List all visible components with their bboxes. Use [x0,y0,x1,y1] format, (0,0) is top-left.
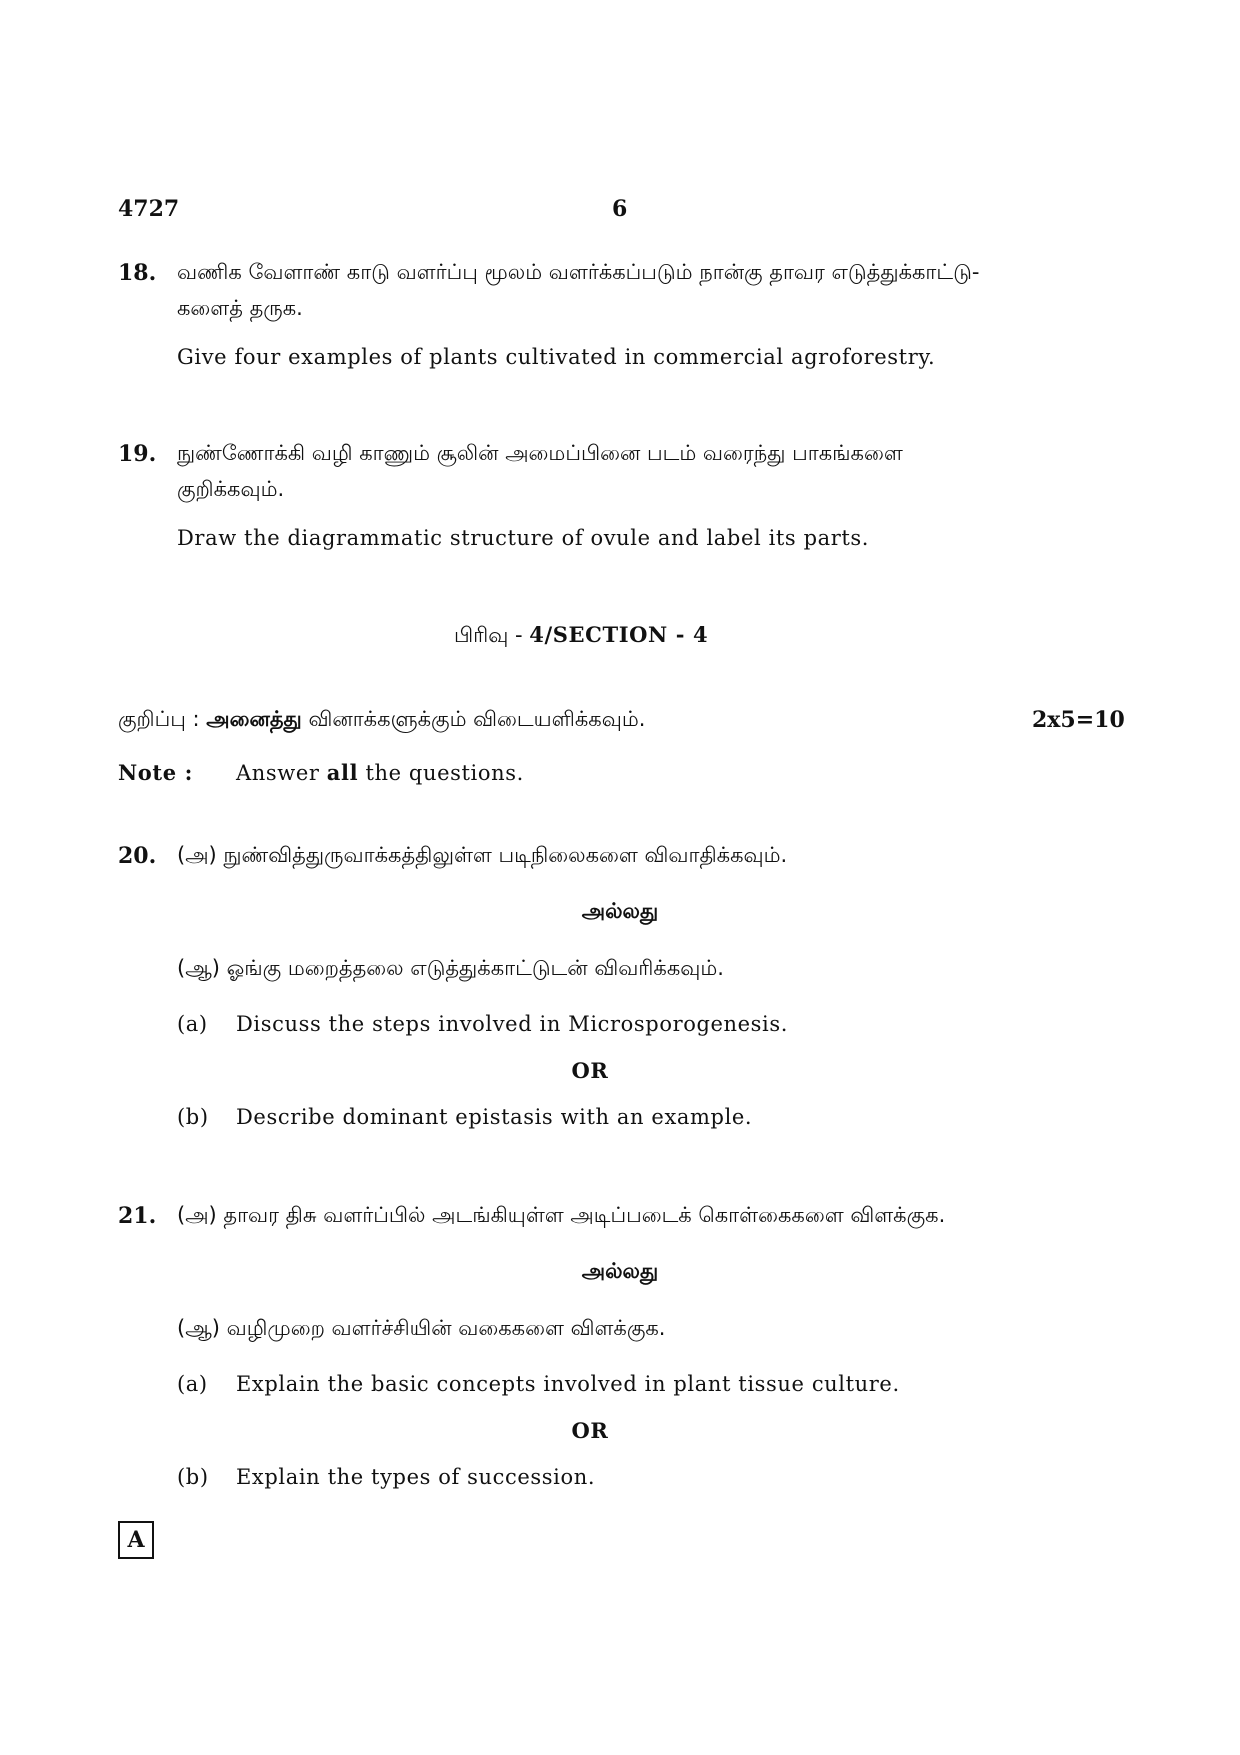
question-21-number: 21. [118,1203,157,1229]
question-20-tamil-b: (ஆ) ஓங்கு மறைத்தலை எடுத்துக்காட்டுடன் விவரிக்கவும். [177,956,724,980]
question-20-number: 20. [118,843,157,869]
question-19-number: 19. [118,441,157,467]
question-19-english: Draw the diagrammatic structure of ovule and label its parts. [177,526,870,550]
question-18-number: 18. [118,260,157,286]
section-heading-english: 4/SECTION - 4 [529,622,709,647]
question-21-tamil-a: (அ) தாவர திசு வளர்ப்பில் அடங்கியுள்ள அடிப்படைக் கொள்கைகளை விளக்குக. [177,1203,946,1227]
question-21-tamil-b: (ஆ) வழிமுறை வளர்ச்சியின் வகைகளை விளக்குக. [177,1316,666,1340]
note-english-label: Note : [118,760,193,785]
note-tamil [118,707,645,734]
note-english-pre: Answer [236,761,327,785]
page-number: 6 [612,196,628,222]
question-19-tamil-line1: நுண்ணோக்கி வழி காணும் சூலின் அமைப்பினை படம் வரைந்து பாகங்களை [177,441,903,465]
question-20-label-b: (b) [177,1105,209,1129]
question-20-label-a: (a) [177,1012,208,1036]
note-english-bold: all [326,760,359,785]
question-20-tamil-a: (அ) நுண்வித்துருவாக்கத்திலுள்ள படிநிலைகளை விவாதிக்கவும். [177,843,788,867]
question-21-tamil-or: அல்லது [581,1259,659,1283]
question-19-tamil-line2: குறிக்கவும். [177,477,285,501]
note-english-post: the questions. [358,761,524,785]
question-18-tamil-line1: வணிக வேளாண் காடு வளர்ப்பு மூலம் வளர்க்கப்படும் நான்கு தாவர எடுத்துக்காட்டு- [177,260,980,284]
section-heading [454,622,708,650]
note-tamil-rest: வினாக்களுக்கும் விடையளிக்கவும். [301,707,646,731]
question-21-english-b: Explain the types of succession. [236,1465,596,1489]
version-box: A [118,1521,154,1559]
section-heading-tamil: பிரிவு - [454,623,530,647]
question-20-english-a: Discuss the steps involved in Microsporogenesis. [236,1012,789,1036]
question-21-english-or: OR [571,1418,609,1443]
question-18-english: Give four examples of plants cultivated in commercial agroforestry. [177,345,936,369]
section-marks: 2x5=10 [1032,707,1125,733]
question-21-label-b: (b) [177,1465,209,1489]
question-20-english-b: Describe dominant epistasis with an example. [236,1105,753,1129]
question-20-tamil-or: அல்லது [581,899,659,923]
note-english [236,760,524,785]
paper-code: 4727 [118,196,180,222]
question-20-english-or: OR [571,1058,609,1083]
note-tamil-label: குறிப்பு : [118,707,207,731]
question-21-label-a: (a) [177,1372,208,1396]
question-18-tamil-line2: களைத் தருக. [177,296,303,320]
question-21-english-a: Explain the basic concepts involved in plant tissue culture. [236,1372,900,1396]
note-tamil-bold: அனைத்து [206,707,302,731]
